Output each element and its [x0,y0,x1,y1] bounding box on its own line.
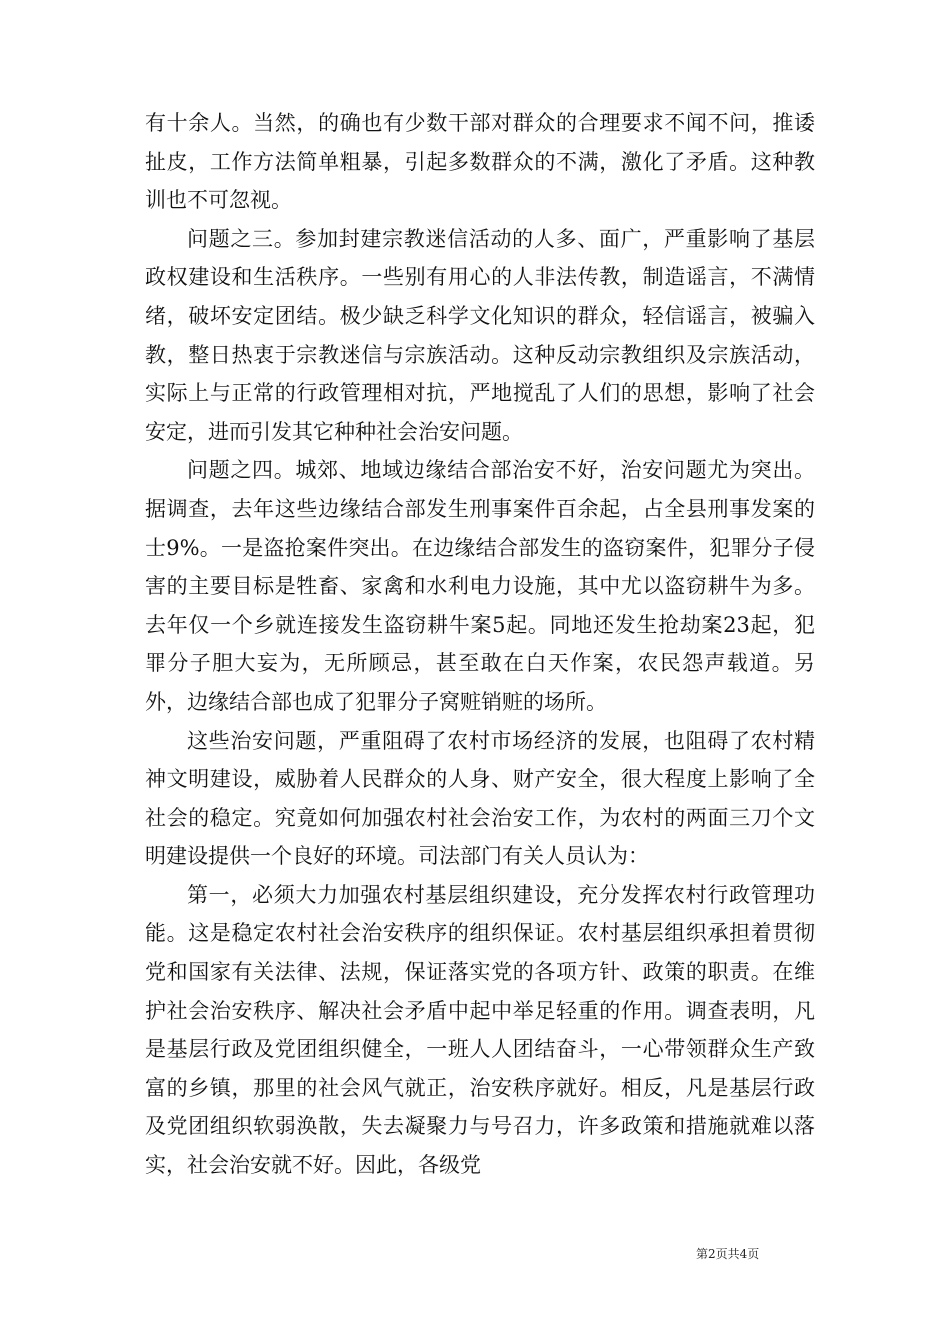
paragraph-5: 第一，必须大力加强农村基层组织建设，充分发挥农村行政管理功能。这是稳定农村社会治安秩序的组织保证。农村基层组织承担着贯彻党和国家有关法律、法规，保证落实党的各项方针、政策的职责。在维护社会治安秩序、解决社会矛盾中起中举足轻重的作用。调查表明，凡是基层行政及党团组织健全，一班人人团结奋斗，一心带领群众生产致富的乡镇，那里的社会风气就正，治安秩序就好。相反，凡是基层行政及党团组织软弱涣散，失去凝聚力与号召力，许多政策和措施就难以落实，社会治安就不好。因此，各级党 [145,882,815,1178]
document-body [145,104,815,1185]
paragraph-3: 问题之四。城郊、地域边缘结合部治安不好，治安问题尤为突出。据调查，去年这些边缘结合部发生刑事案件百余起，占全县刑事发案的士9%。一是盗抢案件突出。在边缘结合部发生的盗窃案件，犯罪分子侵害的主要目标是牲畜、家禽和水利电力设施，其中尤以盗窃耕牛为多。去年仅一个乡就连接发生盗窃耕牛案5起。同地还发生抢劫案23起，犯罪分子胆大妄为，无所顾忌，甚至敢在白天作案，农民怨声载道。另外，边缘结合部也成了犯罪分子窝赃销赃的场所。 [145,458,815,714]
paragraph-2: 问题之三。参加封建宗教迷信活动的人多、面广，严重影响了基层政权建设和生活秩序。一些别有用心的人非法传教，制造谣言，不满情绪，破坏安定团结。极少缺乏科学文化知识的群众，轻信谣言，被骗入教，整日热衷于宗教迷信与宗族活动。这种反动宗教组织及宗族活动，实际上与正常的行政管理相对抗，严地搅乱了人们的思想，影响了社会安定，进而引发其它种种社会治安问题。 [145,226,815,444]
paragraph-4: 这些治安问题，严重阻碍了农村市场经济的发展，也阻碍了农村精神文明建设，威胁着人民群众的人身、财产安全，很大程度上影响了全社会的稳定。究竟如何加强农村社会治安工作，为农村的两面三刀个文明建设提供一个良好的环境。司法部门有关人员认为： [145,728,815,869]
page-number: 第2页共4页 [696,1247,760,1261]
paragraph-1: 有十余人。当然，的确也有少数干部对群众的合理要求不闻不问，推诿扯皮，工作方法简单粗暴，引起多数群众的不满，激化了矛盾。这种教训也不可忽视。 [145,111,815,213]
